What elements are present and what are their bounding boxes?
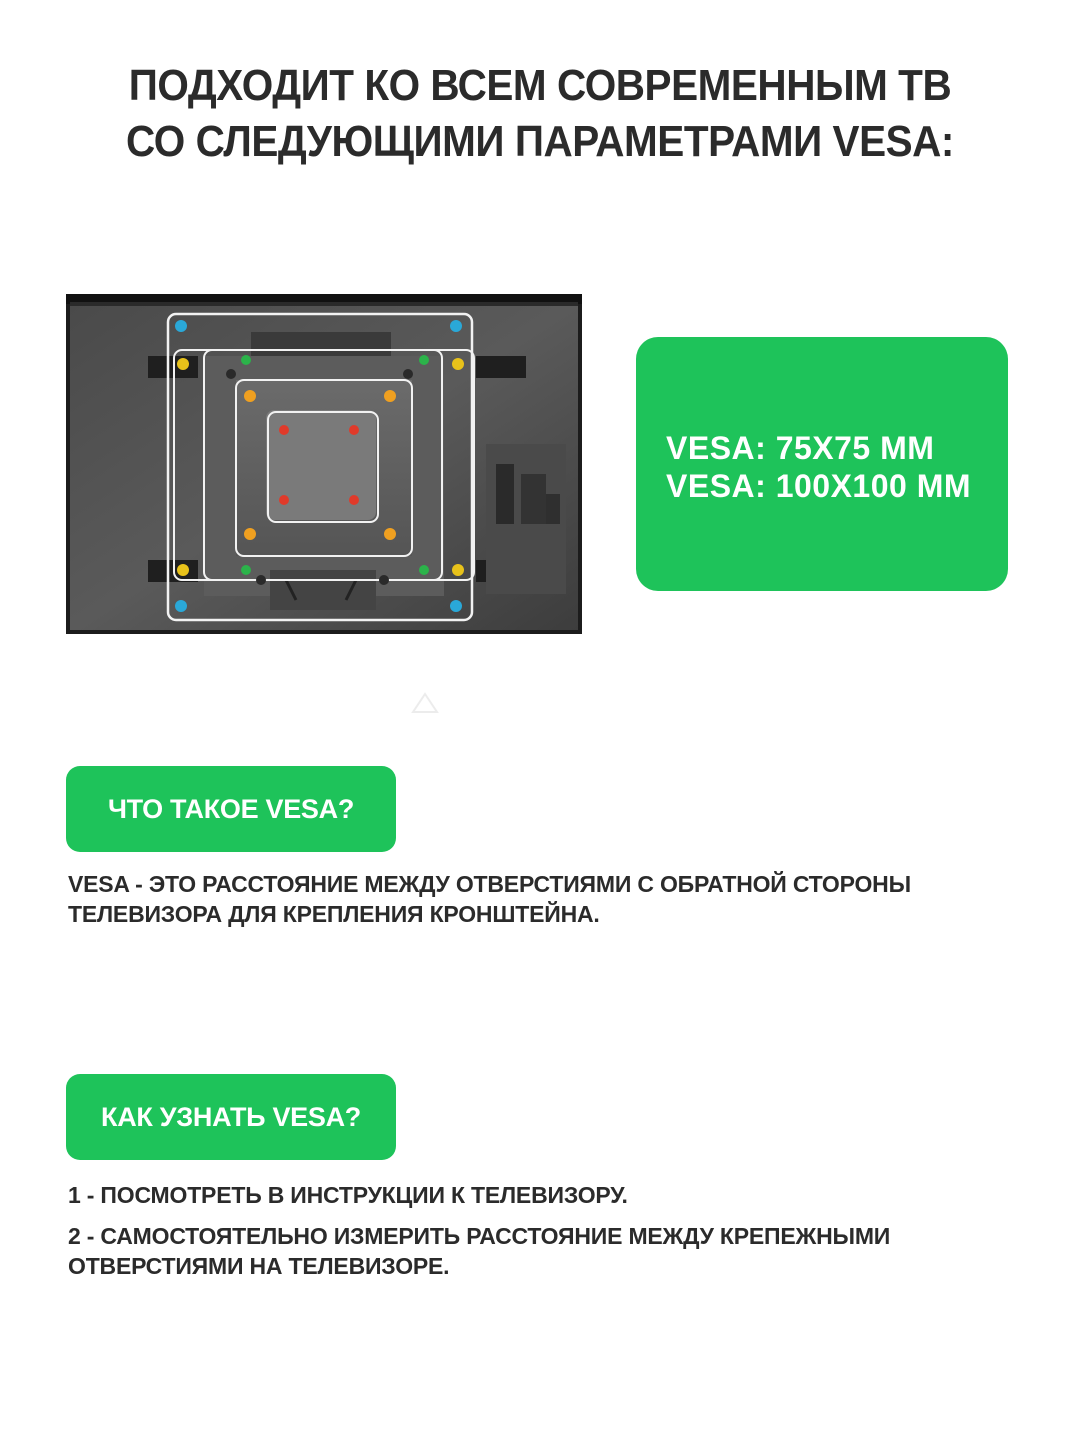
step-2-line-2: ОТВЕРСТИЯМИ НА ТЕЛЕВИЗОРЕ.: [68, 1253, 450, 1279]
vesa-definition: [68, 869, 1028, 929]
vesa-size-75: VESA: 75X75 MM: [666, 430, 935, 466]
definition-line-2: ТЕЛЕВИЗОРА ДЛЯ КРЕПЛЕНИЯ КРОНШТЕЙНА.: [68, 901, 600, 927]
step-2-line-1: 2 - САМОСТОЯТЕЛЬНО ИЗМЕРИТЬ РАССТОЯНИЕ МЕЖДУ КРЕПЕЖНЫМИ: [68, 1223, 891, 1249]
how-to-find-vesa-badge: КАК УЗНАТЬ VESA?: [66, 1074, 396, 1160]
vesa-size-100: VESA: 100X100 MM: [666, 468, 972, 504]
step-1: [68, 1180, 1028, 1210]
vesa-sizes-panel: [636, 337, 1008, 591]
what-is-vesa-badge: ЧТО ТАКОЕ VESA?: [66, 766, 396, 852]
page-headline: [43, 58, 1037, 170]
headline-line-2: СО СЛЕДУЮЩИМИ ПАРАМЕТРАМИ VESA:: [126, 117, 954, 166]
headline-line-1: ПОДХОДИТ КО ВСЕМ СОВРЕМЕННЫМ ТВ: [128, 61, 952, 110]
step-2: [68, 1221, 1028, 1281]
tv-back-panel-image: [66, 294, 582, 634]
step-1-text: 1 - ПОСМОТРЕТЬ В ИНСТРУКЦИИ К ТЕЛЕВИЗОРУ.: [68, 1182, 628, 1208]
watermark-icon: [405, 688, 445, 718]
definition-line-1: VESA - ЭТО РАССТОЯНИЕ МЕЖДУ ОТВЕРСТИЯМИ С ОБРАТНОЙ СТОРОНЫ: [68, 871, 911, 897]
